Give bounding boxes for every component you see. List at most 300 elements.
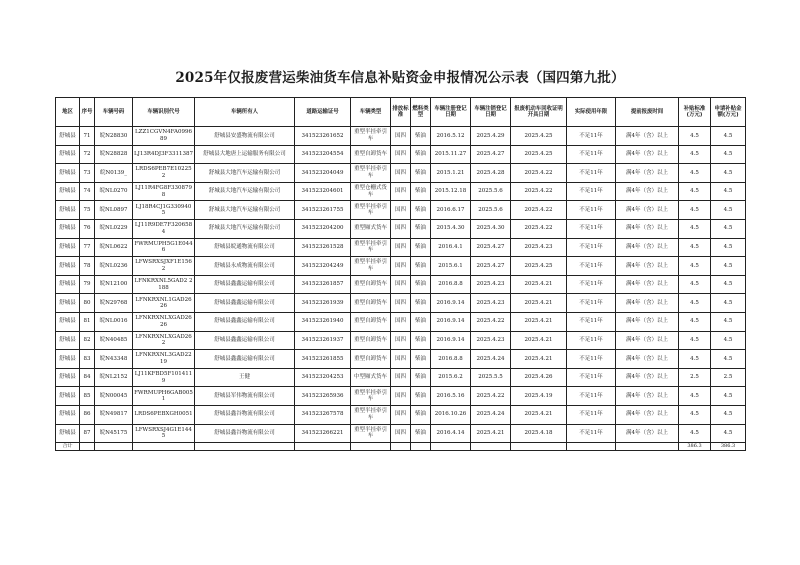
total-empty-cell xyxy=(471,443,511,451)
table-row xyxy=(56,387,746,406)
cell-permit: 341523267578 xyxy=(295,405,351,424)
cell-index: 74 xyxy=(80,182,95,201)
cell-register-date: 2016.5.12 xyxy=(431,127,471,146)
cell-register-date: 2015.12.18 xyxy=(431,182,471,201)
cell-register-date: 2016.9.14 xyxy=(431,312,471,331)
cell-scrap-cert-date: 2025.4.21 xyxy=(511,350,567,369)
cell-scrap-cert-date: 2025.4.21 xyxy=(511,405,567,424)
cell-subsidy-amount: 2.5 xyxy=(711,368,746,387)
cell-cancel-date: 2025.4.28 xyxy=(471,164,511,183)
cell-vehicle-type: 重型半挂牵引车 xyxy=(351,238,391,257)
cell-region: 舒城县 xyxy=(56,312,80,331)
cell-vehicle-type: 重型半挂牵引车 xyxy=(351,387,391,406)
cell-scrap-cert-date: 2025.4.21 xyxy=(511,331,567,350)
cell-early-scrap: 满4年（含）以上 xyxy=(616,294,679,313)
cell-cancel-date: 2025.4.27 xyxy=(471,145,511,164)
cell-owner: 舒城县大地汽车运输有限公司 xyxy=(195,182,295,201)
cell-cancel-date: 2025.4.29 xyxy=(471,127,511,146)
cell-vehicle-type: 重型自卸货车 xyxy=(351,275,391,294)
cell-emission: 国四 xyxy=(391,294,411,313)
cell-subsidy-amount: 4.5 xyxy=(711,164,746,183)
cell-subsidy-standard: 4.5 xyxy=(679,424,711,443)
cell-early-scrap: 满4年（含）以上 xyxy=(616,387,679,406)
cell-subsidy-standard: 4.5 xyxy=(679,238,711,257)
cell-service-years: 不足11年 xyxy=(567,238,616,257)
cell-cancel-date: 2025.5.6 xyxy=(471,201,511,220)
total-subsidy-standard: 386.3 xyxy=(679,443,711,451)
cell-fuel: 柴油 xyxy=(411,350,431,369)
cell-early-scrap: 满4年（含）以上 xyxy=(616,238,679,257)
cell-register-date: 2016.6.17 xyxy=(431,201,471,220)
cell-emission: 国四 xyxy=(391,257,411,276)
cell-scrap-cert-date: 2025.4.25 xyxy=(511,127,567,146)
cell-fuel: 柴油 xyxy=(411,182,431,201)
cell-register-date: 2016.8.8 xyxy=(431,275,471,294)
cell-region: 舒城县 xyxy=(56,350,80,369)
cell-early-scrap: 满4年（含）以上 xyxy=(616,331,679,350)
cell-scrap-cert-date: 2025.4.25 xyxy=(511,257,567,276)
cell-register-date: 2016.5.16 xyxy=(431,387,471,406)
cell-permit: 341523261755 xyxy=(295,201,351,220)
cell-region: 舒城县 xyxy=(56,387,80,406)
cell-cancel-date: 2025.4.23 xyxy=(471,275,511,294)
total-subsidy-amount: 386.3 xyxy=(711,443,746,451)
cell-region: 舒城县 xyxy=(56,368,80,387)
cell-index: 83 xyxy=(80,350,95,369)
cell-service-years: 不足11年 xyxy=(567,182,616,201)
total-empty-cell xyxy=(80,443,95,451)
cell-subsidy-standard: 4.5 xyxy=(679,331,711,350)
cell-owner: 舒城县鑫鑫运输有限公司 xyxy=(195,294,295,313)
cell-subsidy-standard: 4.5 xyxy=(679,387,711,406)
cell-scrap-cert-date: 2025.4.26 xyxy=(511,368,567,387)
cell-permit: 341523261857 xyxy=(295,275,351,294)
cell-emission: 国四 xyxy=(391,219,411,238)
cell-register-date: 2016.4.14 xyxy=(431,424,471,443)
cell-vehicle-type: 重型厢式货车 xyxy=(351,219,391,238)
cell-subsidy-amount: 4.5 xyxy=(711,294,746,313)
header-owner: 车辆所有人 xyxy=(195,98,295,127)
cell-subsidy-amount: 4.5 xyxy=(711,201,746,220)
cell-early-scrap: 满4年（含）以上 xyxy=(616,275,679,294)
cell-service-years: 不足11年 xyxy=(567,294,616,313)
cell-fuel: 柴油 xyxy=(411,238,431,257)
cell-emission: 国四 xyxy=(391,387,411,406)
cell-register-date: 2016.9.14 xyxy=(431,331,471,350)
cell-fuel: 柴油 xyxy=(411,331,431,350)
cell-owner: 舒城县鑫谷物流有限公司 xyxy=(195,424,295,443)
cell-fuel: 柴油 xyxy=(411,201,431,220)
cell-emission: 国四 xyxy=(391,182,411,201)
table-row xyxy=(56,238,746,257)
cell-index: 75 xyxy=(80,201,95,220)
cell-scrap-cert-date: 2025.4.23 xyxy=(511,238,567,257)
table-row xyxy=(56,164,746,183)
cell-subsidy-standard: 4.5 xyxy=(679,164,711,183)
cell-scrap-cert-date: 2025.4.18 xyxy=(511,424,567,443)
cell-fuel: 柴油 xyxy=(411,219,431,238)
table-row xyxy=(56,424,746,443)
cell-scrap-cert-date: 2025.4.22 xyxy=(511,164,567,183)
cell-emission: 国四 xyxy=(391,201,411,220)
table-row xyxy=(56,368,746,387)
cell-cancel-date: 2025.4.22 xyxy=(471,312,511,331)
table-row xyxy=(56,219,746,238)
cell-permit: 341523265936 xyxy=(295,387,351,406)
cell-owner: 王健 xyxy=(195,368,295,387)
cell-service-years: 不足11年 xyxy=(567,331,616,350)
cell-vin: LFNKRXNL1GAD2626 xyxy=(133,294,195,313)
cell-register-date: 2015.6.2 xyxy=(431,368,471,387)
cell-scrap-cert-date: 2025.4.21 xyxy=(511,275,567,294)
cell-subsidy-standard: 4.5 xyxy=(679,219,711,238)
cell-vin: LFNKRXNL3GAD2219 xyxy=(133,350,195,369)
cell-region: 舒城县 xyxy=(56,257,80,276)
cell-subsidy-amount: 4.5 xyxy=(711,405,746,424)
cell-cancel-date: 2025.4.27 xyxy=(471,257,511,276)
cell-register-date: 2016.8.8 xyxy=(431,350,471,369)
cell-service-years: 不足11年 xyxy=(567,405,616,424)
cell-vehicle-type: 重型半挂牵引车 xyxy=(351,201,391,220)
cell-subsidy-amount: 4.5 xyxy=(711,257,746,276)
cell-plate: 皖NL0016 xyxy=(95,312,133,331)
cell-cancel-date: 2025.4.24 xyxy=(471,405,511,424)
cell-permit: 341523204253 xyxy=(295,368,351,387)
cell-plate: 皖N49817 xyxy=(95,405,133,424)
cell-vehicle-type: 重型半挂牵引车 xyxy=(351,405,391,424)
cell-index: 84 xyxy=(80,368,95,387)
cell-vin: LFWSRXSJ4G1E1445 xyxy=(133,424,195,443)
cell-emission: 国四 xyxy=(391,350,411,369)
cell-scrap-cert-date: 2025.4.25 xyxy=(511,145,567,164)
total-empty-cell xyxy=(511,443,567,451)
cell-fuel: 柴油 xyxy=(411,164,431,183)
cell-scrap-cert-date: 2025.4.22 xyxy=(511,201,567,220)
total-label: 合计 xyxy=(56,443,80,451)
cell-emission: 国四 xyxy=(391,238,411,257)
cell-cancel-date: 2025.4.24 xyxy=(471,350,511,369)
cell-register-date: 2015.11.27 xyxy=(431,145,471,164)
cell-permit: 341523261937 xyxy=(295,331,351,350)
table-row xyxy=(56,312,746,331)
cell-index: 72 xyxy=(80,145,95,164)
header-register-date: 车辆注册登记日期 xyxy=(431,98,471,127)
header-cancel-date: 车辆注销登记日期 xyxy=(471,98,511,127)
cell-vehicle-type: 重型半挂牵引车 xyxy=(351,424,391,443)
cell-plate: 皖N0139_ xyxy=(95,164,133,183)
cell-early-scrap: 满4年（含）以上 xyxy=(616,405,679,424)
cell-register-date: 2015.6.1 xyxy=(431,257,471,276)
total-empty-cell xyxy=(431,443,471,451)
cell-plate: 皖N28830 xyxy=(95,127,133,146)
cell-emission: 国四 xyxy=(391,368,411,387)
cell-vin: LJ11R4FG8F3308798 xyxy=(133,182,195,201)
cell-early-scrap: 满4年（含）以上 xyxy=(616,312,679,331)
total-empty-cell xyxy=(567,443,616,451)
cell-vin: LFNKRXNL5GAD2 2188 xyxy=(133,275,195,294)
cell-service-years: 不足11年 xyxy=(567,164,616,183)
cell-vehicle-type: 重型半挂牵引车 xyxy=(351,257,391,276)
cell-service-years: 不足11年 xyxy=(567,219,616,238)
cell-owner: 舒城县鑫鑫运输有限公司 xyxy=(195,275,295,294)
cell-register-date: 2016.4.1 xyxy=(431,238,471,257)
cell-vin: LRDS6PEB7E102252 xyxy=(133,164,195,183)
table-row xyxy=(56,182,746,201)
cell-register-date: 2016.9.14 xyxy=(431,294,471,313)
cell-subsidy-amount: 4.5 xyxy=(711,145,746,164)
cell-owner: 舒城县大地汽车运输有限公司 xyxy=(195,164,295,183)
cell-cancel-date: 2025.4.21 xyxy=(471,424,511,443)
cell-cancel-date: 2025.4.30 xyxy=(471,219,511,238)
header-early-scrap: 提前报废时间 xyxy=(616,98,679,127)
cell-plate: 皖N43348 xyxy=(95,350,133,369)
cell-vehicle-type: 重型自卸货车 xyxy=(351,350,391,369)
cell-owner: 舒城县鑫鑫运输有限公司 xyxy=(195,312,295,331)
cell-register-date: 2015.1.21 xyxy=(431,164,471,183)
total-empty-cell xyxy=(391,443,411,451)
cell-owner: 舒城县大地汽车运输有限公司 xyxy=(195,219,295,238)
cell-vin: LJ18R4CJ1G3309405 xyxy=(133,201,195,220)
cell-subsidy-standard: 4.5 xyxy=(679,145,711,164)
cell-subsidy-amount: 4.5 xyxy=(711,275,746,294)
header-fuel: 燃料类型 xyxy=(411,98,431,127)
cell-service-years: 不足11年 xyxy=(567,127,616,146)
total-empty-cell xyxy=(133,443,195,451)
cell-plate: 皖NL0236 xyxy=(95,257,133,276)
cell-vin: LJ11KFBD5F1014119 xyxy=(133,368,195,387)
cell-owner: 舒城县大地唐上运输服务有限公司 xyxy=(195,145,295,164)
cell-early-scrap: 满4年（含）以上 xyxy=(616,164,679,183)
document-title: 2025年仅报废营运柴油货车信息补贴资金申报情况公示表（国四第九批） xyxy=(175,70,625,86)
total-empty-cell xyxy=(295,443,351,451)
cell-cancel-date: 2025.4.23 xyxy=(471,331,511,350)
cell-permit: 341523204249 xyxy=(295,257,351,276)
cell-owner: 舒城县大地汽车运输有限公司 xyxy=(195,201,295,220)
cell-permit: 341523266221 xyxy=(295,424,351,443)
cell-service-years: 不足11年 xyxy=(567,424,616,443)
cell-index: 81 xyxy=(80,312,95,331)
cell-fuel: 柴油 xyxy=(411,387,431,406)
cell-permit: 341523204554 xyxy=(295,145,351,164)
total-empty-cell xyxy=(195,443,295,451)
cell-emission: 国四 xyxy=(391,312,411,331)
cell-subsidy-amount: 4.5 xyxy=(711,238,746,257)
cell-region: 舒城县 xyxy=(56,201,80,220)
cell-fuel: 柴油 xyxy=(411,127,431,146)
cell-owner: 舒城县鑫鑫运输有限公司 xyxy=(195,331,295,350)
cell-service-years: 不足11年 xyxy=(567,387,616,406)
cell-emission: 国四 xyxy=(391,275,411,294)
cell-index: 85 xyxy=(80,387,95,406)
cell-vin: LFNKRXNLXGAD2626 xyxy=(133,312,195,331)
cell-permit: 341523204601 xyxy=(295,182,351,201)
cell-vehicle-type: 重型半挂牵引车 xyxy=(351,164,391,183)
cell-scrap-cert-date: 2025.4.19 xyxy=(511,387,567,406)
cell-subsidy-standard: 4.5 xyxy=(679,294,711,313)
cell-subsidy-amount: 4.5 xyxy=(711,219,746,238)
cell-vin: FWRMUPH6GAB0051 xyxy=(133,387,195,406)
cell-owner: 舒城县鑫谷物流有限公司 xyxy=(195,405,295,424)
table-row xyxy=(56,405,746,424)
cell-cancel-date: 2025.4.23 xyxy=(471,294,511,313)
cell-service-years: 不足11年 xyxy=(567,350,616,369)
cell-index: 82 xyxy=(80,331,95,350)
cell-fuel: 柴油 xyxy=(411,424,431,443)
cell-register-date: 2015.4.30 xyxy=(431,219,471,238)
cell-early-scrap: 满4年（含）以上 xyxy=(616,368,679,387)
cell-vehicle-type: 重型自卸货车 xyxy=(351,312,391,331)
header-vehicle-type: 车辆类型 xyxy=(351,98,391,127)
cell-region: 舒城县 xyxy=(56,238,80,257)
header-plate: 车辆号码 xyxy=(95,98,133,127)
cell-fuel: 柴油 xyxy=(411,257,431,276)
cell-owner: 舒城县永成物流有限公司 xyxy=(195,257,295,276)
cell-subsidy-amount: 4.5 xyxy=(711,312,746,331)
cell-region: 舒城县 xyxy=(56,405,80,424)
cell-fuel: 柴油 xyxy=(411,312,431,331)
header-emission: 排放标准 xyxy=(391,98,411,127)
cell-plate: 皖NL0622 xyxy=(95,238,133,257)
cell-emission: 国四 xyxy=(391,145,411,164)
table-row xyxy=(56,275,746,294)
table-row xyxy=(56,257,746,276)
cell-vin: LFWSRXSJXF1E1562 xyxy=(133,257,195,276)
cell-region: 舒城县 xyxy=(56,219,80,238)
cell-vin: FWRMUPH5G1E0446 xyxy=(133,238,195,257)
cell-region: 舒城县 xyxy=(56,164,80,183)
cell-emission: 国四 xyxy=(391,424,411,443)
cell-region: 舒城县 xyxy=(56,424,80,443)
cell-plate: 皖N12100 xyxy=(95,275,133,294)
cell-scrap-cert-date: 2025.4.22 xyxy=(511,182,567,201)
cell-permit: 341523204200 xyxy=(295,219,351,238)
cell-subsidy-amount: 4.5 xyxy=(711,424,746,443)
total-empty-cell xyxy=(616,443,679,451)
cell-permit: 341523204049 xyxy=(295,164,351,183)
cell-subsidy-standard: 4.5 xyxy=(679,312,711,331)
table-row xyxy=(56,294,746,313)
cell-index: 71 xyxy=(80,127,95,146)
cell-plate: 皖NL0270 xyxy=(95,182,133,201)
cell-index: 80 xyxy=(80,294,95,313)
cell-owner: 舒城县皖通物流有限公司 xyxy=(195,238,295,257)
cell-vehicle-type: 重型自卸货车 xyxy=(351,294,391,313)
cell-plate: 皖NL0229 xyxy=(95,219,133,238)
cell-region: 舒城县 xyxy=(56,294,80,313)
cell-early-scrap: 满4年（含）以上 xyxy=(616,424,679,443)
cell-fuel: 柴油 xyxy=(411,368,431,387)
cell-service-years: 不足11年 xyxy=(567,275,616,294)
cell-vin: LRDS6PEBXGH0051 xyxy=(133,405,195,424)
cell-cancel-date: 2025.4.27 xyxy=(471,238,511,257)
cell-owner: 舒城县军伟物流有限公司 xyxy=(195,387,295,406)
total-empty-cell xyxy=(411,443,431,451)
cell-subsidy-amount: 4.5 xyxy=(711,387,746,406)
cell-early-scrap: 满4年（含）以上 xyxy=(616,127,679,146)
cell-vin: LJ11R9DE7F3206584 xyxy=(133,219,195,238)
cell-index: 76 xyxy=(80,219,95,238)
subsidy-table xyxy=(55,97,746,451)
cell-subsidy-standard: 4.5 xyxy=(679,257,711,276)
cell-plate: 皖N28828 xyxy=(95,145,133,164)
header-index: 序号 xyxy=(80,98,95,127)
cell-early-scrap: 满4年（含）以上 xyxy=(616,257,679,276)
cell-scrap-cert-date: 2025.4.21 xyxy=(511,312,567,331)
cell-owner: 舒城县安盛物流有限公司 xyxy=(195,127,295,146)
cell-vehicle-type: 重型自卸货车 xyxy=(351,331,391,350)
table-body xyxy=(56,127,746,451)
table-row xyxy=(56,127,746,146)
cell-vehicle-type: 重型仓栅式货车 xyxy=(351,182,391,201)
cell-plate: 皖N29768 xyxy=(95,294,133,313)
table-row xyxy=(56,201,746,220)
cell-early-scrap: 满4年（含）以上 xyxy=(616,182,679,201)
header-service-years: 实际使用年限 xyxy=(567,98,616,127)
cell-subsidy-standard: 4.5 xyxy=(679,350,711,369)
cell-vin: LFNKRXNLXGAD262 xyxy=(133,331,195,350)
cell-emission: 国四 xyxy=(391,331,411,350)
cell-service-years: 不足11年 xyxy=(567,312,616,331)
cell-index: 77 xyxy=(80,238,95,257)
cell-subsidy-amount: 4.5 xyxy=(711,127,746,146)
table-row xyxy=(56,331,746,350)
cell-subsidy-amount: 4.5 xyxy=(711,350,746,369)
cell-subsidy-amount: 4.5 xyxy=(711,331,746,350)
cell-cancel-date: 2025.4.22 xyxy=(471,387,511,406)
cell-index: 87 xyxy=(80,424,95,443)
total-row xyxy=(56,443,746,451)
cell-permit: 341523261940 xyxy=(295,312,351,331)
header-region: 地区 xyxy=(56,98,80,127)
cell-index: 78 xyxy=(80,257,95,276)
cell-cancel-date: 2025.5.5 xyxy=(471,368,511,387)
cell-subsidy-amount: 4.5 xyxy=(711,182,746,201)
cell-service-years: 不足11年 xyxy=(567,145,616,164)
cell-emission: 国四 xyxy=(391,405,411,424)
cell-plate: 皖NL0897 xyxy=(95,201,133,220)
cell-vehicle-type: 中型厢式货车 xyxy=(351,368,391,387)
cell-early-scrap: 满4年（含）以上 xyxy=(616,350,679,369)
cell-permit: 341523261939 xyxy=(295,294,351,313)
cell-region: 舒城县 xyxy=(56,182,80,201)
cell-vehicle-type: 重型半挂牵引车 xyxy=(351,127,391,146)
cell-region: 舒城县 xyxy=(56,145,80,164)
table-row xyxy=(56,145,746,164)
cell-service-years: 不足11年 xyxy=(567,201,616,220)
table-header-row xyxy=(56,98,746,127)
total-empty-cell xyxy=(95,443,133,451)
header-permit: 道路运输证号 xyxy=(295,98,351,127)
cell-early-scrap: 满4年（含）以上 xyxy=(616,201,679,220)
cell-early-scrap: 满4年（含）以上 xyxy=(616,219,679,238)
cell-emission: 国四 xyxy=(391,164,411,183)
cell-permit: 341523261652 xyxy=(295,127,351,146)
cell-fuel: 柴油 xyxy=(411,405,431,424)
cell-fuel: 柴油 xyxy=(411,275,431,294)
total-empty-cell xyxy=(351,443,391,451)
cell-service-years: 不足11年 xyxy=(567,368,616,387)
cell-owner: 舒城县鑫鑫运输有限公司 xyxy=(195,350,295,369)
cell-fuel: 柴油 xyxy=(411,294,431,313)
header-scrap-cert-date: 报废机动车回收证明开具日期 xyxy=(511,98,567,127)
table-row xyxy=(56,350,746,369)
cell-early-scrap: 满4年（含）以上 xyxy=(616,145,679,164)
cell-region: 舒城县 xyxy=(56,331,80,350)
cell-plate: 皖N00045 xyxy=(95,387,133,406)
cell-cancel-date: 2025.5.6 xyxy=(471,182,511,201)
cell-plate: 皖NL2152 xyxy=(95,368,133,387)
cell-service-years: 不足11年 xyxy=(567,257,616,276)
